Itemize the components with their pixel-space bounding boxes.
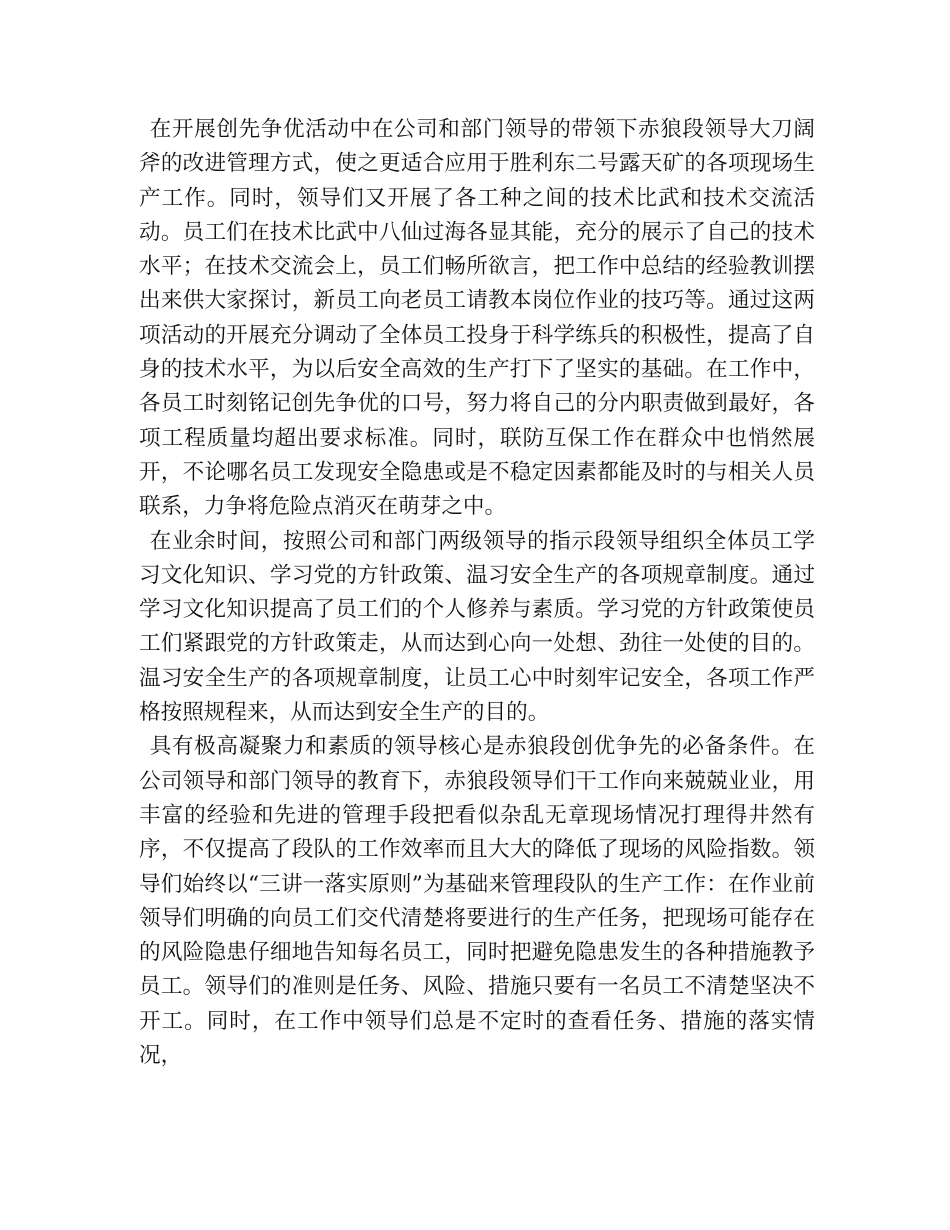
- paragraph-1: 在开展创先争优活动中在公司和部门领导的带领下赤狼段领导大刀阔斧的改进管理方式，使之更适合应用于胜利东二号露天矿的各项现场生产工作。同时，领导们又开展了各工种之间的技术比武和技术交流活动。员工们在技术比武中八仙过海各显其能，充分的展示了自己的技术水平；在技术交流会上，员工们畅所欲言，把工作中总结的经验教训摆出来供大家探讨，新员工向老员工请教本岗位作业的技巧等。通过这两项活动的开展充分调动了全体员工投身于科学练兵的积极性，提高了自身的技术水平，为以后安全高效的生产打下了坚实的基础。在工作中，各员工时刻铭记创先争优的口号，努力将自己的分内职责做到最好，各项工程质量均超出要求标准。同时，联防互保工作在群众中也悄然展开，不论哪名员工发现安全隐患或是不稳定因素都能及时的与相关人员联系，力争将危险点消灭在萌芽之中。: [139, 117, 815, 520]
- paragraph-3: 具有极高凝聚力和素质的领导核心是赤狼段创优争先的必备条件。在公司领导和部门领导的教育下，赤狼段领导们干工作向来兢兢业业，用丰富的经验和先进的管理手段把看似杂乱无章现场情况打理得井然有序，不仅提高了段队的工作效率而且大大的降低了现场的风险指数。领导们始终以“三讲一落实原则”为基础来管理段队的生产工作：在作业前领导们明确的向员工们交代清楚将要进行的生产任务，把现场可能存在的风险隐患仔细地告知每名员工，同时把避免隐患发生的各种措施教予员工。领导们的准则是任务、风险、措施只要有一名员工不清楚坚决不开工。同时，在工作中领导们总是不定时的查看任务、措施的落实情况，: [139, 734, 815, 1069]
- paragraph-2: 在业余时间，按照公司和部门两级领导的指示段领导组织全体员工学习文化知识、学习党的方针政策、温习安全生产的各项规章制度。通过学习文化知识提高了员工们的个人修养与素质。学习党的方针政策使员工们紧跟党的方针政策走，从而达到心向一处想、劲往一处使的目的。温习安全生产的各项规章制度，让员工心中时刻牢记安全，各项工作严格按照规程来，从而达到安全生产的目的。: [139, 528, 815, 726]
- document-body: [139, 113, 815, 1073]
